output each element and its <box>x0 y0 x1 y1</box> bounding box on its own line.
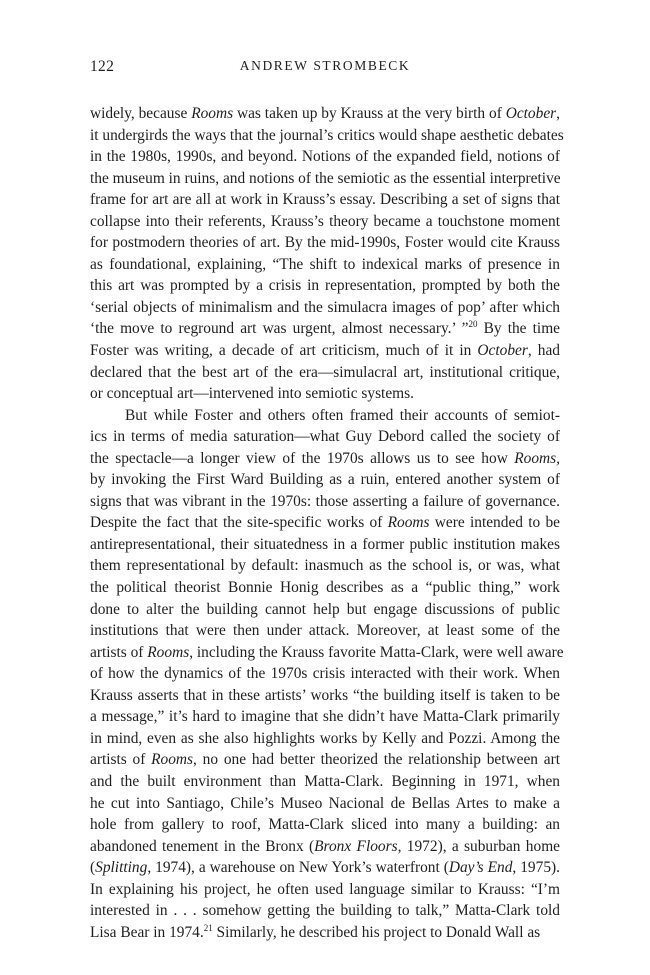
text-run: done to alter the building cannot help but engage discussions of public <box>90 600 560 618</box>
text-run: institutions that were then under attack. Moreover, at least some of the <box>90 622 560 640</box>
text-line <box>90 836 560 858</box>
text-line <box>90 900 560 922</box>
text-run: In explaining his project, he often used language similar to Krauss: “I’m <box>90 880 560 898</box>
text-run: ‘serial objects of minimalism and the simulacra images of pop’ after which <box>90 298 560 316</box>
text-run: ics in terms of media saturation—what Guy Debord called the society of <box>90 428 560 446</box>
text-line <box>90 405 560 427</box>
text-line <box>90 793 560 815</box>
text-line <box>90 620 560 642</box>
text-run: ‘the move to reground art was urgent, almost necessary.’ ” <box>90 320 469 338</box>
text-line <box>90 275 560 297</box>
text-run: Foster was writing, a decade of art criticism, much of it in <box>90 342 478 360</box>
text-run: hole from gallery to roof, Matta-Clark sliced into many a building: an <box>90 816 560 834</box>
text-run: by invoking the First Ward Building as a ruin, entered another system of <box>90 471 560 489</box>
text-run: in the 1980s, 1990s, and beyond. Notions of the expanded field, notions of <box>90 148 560 166</box>
text-run: , no one had better theorized the relationship between art <box>193 751 560 769</box>
text-line <box>90 297 560 319</box>
body-text <box>90 103 564 943</box>
text-line <box>90 534 560 556</box>
text-run: or conceptual art—intervened into semiotic systems. <box>90 385 414 403</box>
text-line <box>90 491 560 513</box>
text-line <box>90 362 560 384</box>
text-run: Lisa Bear in 1974. <box>90 923 204 941</box>
text-line <box>90 857 560 879</box>
text-run: was taken up by Krauss at the very birth of <box>233 105 506 122</box>
running-head: ANDREW STROMBECK <box>239 58 411 73</box>
text-line <box>90 383 560 405</box>
text-run: artists of <box>90 751 152 769</box>
italic-title: Rooms <box>191 105 234 122</box>
text-line <box>90 555 560 577</box>
text-line <box>90 749 560 771</box>
italic-title: Day’s End <box>448 859 513 877</box>
italic-title: Splitting <box>95 859 148 877</box>
text-line <box>90 125 564 147</box>
text-line <box>90 469 560 491</box>
text-run: them representational by default: inasmuch as the school is, or was, what <box>90 557 560 575</box>
text-run: Krauss asserts that in these artists’ works “the building itself is taken to be <box>90 686 560 704</box>
text-line <box>90 728 560 750</box>
text-line <box>90 922 560 944</box>
text-run: By the time <box>477 320 560 338</box>
text-run: he cut into Santiago, Chile’s Museo Nacional de Bellas Artes to make a <box>90 794 560 812</box>
text-run: Despite the fact that the site-specific works of <box>90 514 388 532</box>
text-line <box>90 189 560 211</box>
italic-title: October <box>477 342 528 360</box>
text-run: , had <box>527 342 560 360</box>
text-run: this art was prompted by a crisis in representation, prompted by both the <box>90 277 560 295</box>
text-run: the museum in ruins, and notions of the semiotic as the essential interpretive <box>90 169 561 187</box>
text-line <box>90 146 560 168</box>
text-line <box>90 706 560 728</box>
text-run: the spectacle—a longer view of the 1970s allows us to see how <box>90 449 515 467</box>
italic-title: Rooms, <box>514 449 560 467</box>
text-run: were intended to be <box>429 514 560 532</box>
text-run: the political theorist Bonnie Honig describes as a “public thing,” work <box>90 579 560 597</box>
text-line <box>90 771 560 793</box>
text-run: Similarly, he described his project to Donald Wall as <box>212 923 541 941</box>
page-number: 122 <box>90 58 115 75</box>
text-run: , 1972), a suburban home <box>397 837 561 855</box>
page-header <box>90 58 560 80</box>
text-run: collapse into their referents, Krauss’s theory became a touchstone moment <box>90 212 560 230</box>
text-run: interested in . . . somehow getting the building to talk,” Matta-Clark told <box>90 902 560 920</box>
text-run: widely, because <box>90 105 192 122</box>
text-run: signs that was vibrant in the 1970s: those asserting a failure of governance. <box>90 492 560 510</box>
text-run: of how the dynamics of the 1970s crisis interacted with their work. When <box>90 665 560 683</box>
italic-title: Bronx Floors <box>314 837 398 855</box>
footnote-marker: 21 <box>203 922 213 933</box>
text-run: as foundational, explaining, “The shift to indexical marks of presence in <box>90 255 560 273</box>
text-line <box>90 318 560 340</box>
text-run: declared that the best art of the era—simulacral art, institutional critique, <box>90 363 560 381</box>
text-line <box>90 577 560 599</box>
text-line <box>90 168 560 190</box>
text-run: , <box>556 105 560 122</box>
text-run: But while Foster and others often framed their accounts of semiot- <box>125 406 560 424</box>
text-run: a message,” it’s hard to imagine that she didn’t have Matta-Clark primarily <box>90 708 560 726</box>
text-run: , including the Krauss favorite Matta-Clark, were well aware <box>189 643 564 661</box>
text-line <box>90 685 560 707</box>
text-line <box>90 103 560 125</box>
text-run: antirepresentational, their situatedness in a former public institution makes <box>90 535 560 553</box>
text-line <box>90 448 560 470</box>
text-run: it undergirds the ways that the journal’s critics would shape aesthetic debates <box>90 126 564 144</box>
italic-title: October <box>505 105 557 122</box>
text-run: in mind, even as she also highlights works by Kelly and Pozzi. Among the <box>90 729 560 747</box>
text-run: and the built environment than Matta-Clark. Beginning in 1971, when <box>90 772 560 790</box>
text-run: for postmodern theories of art. By the mid-1990s, Foster would cite Krauss <box>90 234 560 252</box>
italic-title: Rooms <box>387 514 430 532</box>
text-line <box>90 512 560 534</box>
text-run: ( <box>90 859 96 877</box>
text-run: frame for art are all at work in Krauss’s essay. Describing a set of signs that <box>90 191 560 209</box>
text-line <box>90 642 564 664</box>
text-line <box>90 879 560 901</box>
italic-title: Rooms <box>151 751 194 769</box>
text-run: artists of <box>90 643 148 661</box>
text-run: , 1974), a warehouse on New York’s waterfront ( <box>147 859 449 877</box>
text-line <box>90 340 560 362</box>
text-line <box>90 232 560 254</box>
text-run: abandoned tenement in the Bronx ( <box>90 837 315 855</box>
text-run: , 1975). <box>512 859 560 877</box>
footnote-marker: 20 <box>468 319 478 330</box>
text-line <box>90 663 560 685</box>
text-line <box>90 599 560 621</box>
italic-title: Rooms <box>147 643 190 661</box>
text-line <box>90 426 560 448</box>
text-line <box>90 254 560 276</box>
text-line <box>90 211 560 233</box>
text-line <box>90 814 560 836</box>
